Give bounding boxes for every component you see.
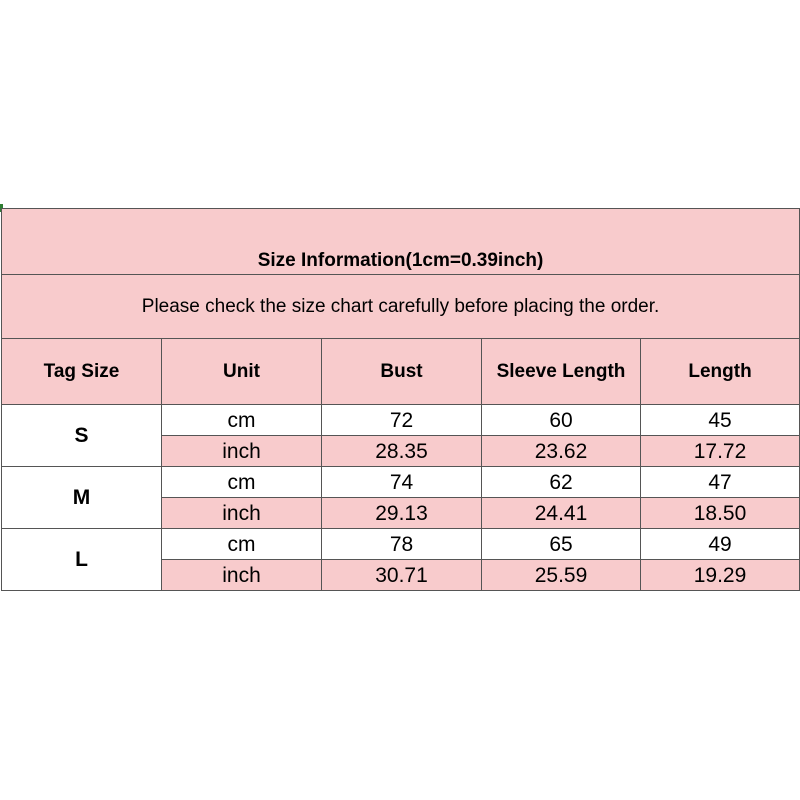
sleeve-length-cell: 62: [482, 467, 641, 498]
header-sleeve-length: Sleeve Length: [482, 339, 641, 405]
table-row: [2, 405, 800, 436]
length-cell: 47: [641, 467, 800, 498]
subtitle-row: [2, 275, 800, 339]
sleeve-length-cell: 24.41: [482, 498, 641, 529]
sleeve-length-cell: 23.62: [482, 436, 641, 467]
sleeve-length-cell: 25.59: [482, 560, 641, 591]
header-tag-size: Tag Size: [2, 339, 162, 405]
length-cell: 17.72: [641, 436, 800, 467]
header-length: Length: [641, 339, 800, 405]
unit-cell: cm: [162, 529, 322, 560]
header-bust: Bust: [322, 339, 482, 405]
sleeve-length-cell: 65: [482, 529, 641, 560]
header-unit: Unit: [162, 339, 322, 405]
size-chart-table: [1, 208, 800, 591]
bust-cell: 29.13: [322, 498, 482, 529]
tag-size-cell: L: [2, 529, 162, 591]
unit-cell: inch: [162, 498, 322, 529]
length-cell: 18.50: [641, 498, 800, 529]
table-row: [2, 529, 800, 560]
title-row: [2, 209, 800, 275]
bust-cell: 28.35: [322, 436, 482, 467]
table-subtitle: Please check the size chart carefully before placing the order.: [2, 275, 800, 339]
table-row: [2, 467, 800, 498]
bust-cell: 30.71: [322, 560, 482, 591]
length-cell: 49: [641, 529, 800, 560]
length-cell: 45: [641, 405, 800, 436]
bust-cell: 78: [322, 529, 482, 560]
tag-size-cell: M: [2, 467, 162, 529]
bust-cell: 74: [322, 467, 482, 498]
unit-cell: cm: [162, 467, 322, 498]
unit-cell: cm: [162, 405, 322, 436]
header-row: [2, 339, 800, 405]
unit-cell: inch: [162, 560, 322, 591]
length-cell: 19.29: [641, 560, 800, 591]
bust-cell: 72: [322, 405, 482, 436]
table-title: Size Information(1cm=0.39inch): [2, 209, 800, 275]
unit-cell: inch: [162, 436, 322, 467]
tag-size-cell: S: [2, 405, 162, 467]
sleeve-length-cell: 60: [482, 405, 641, 436]
